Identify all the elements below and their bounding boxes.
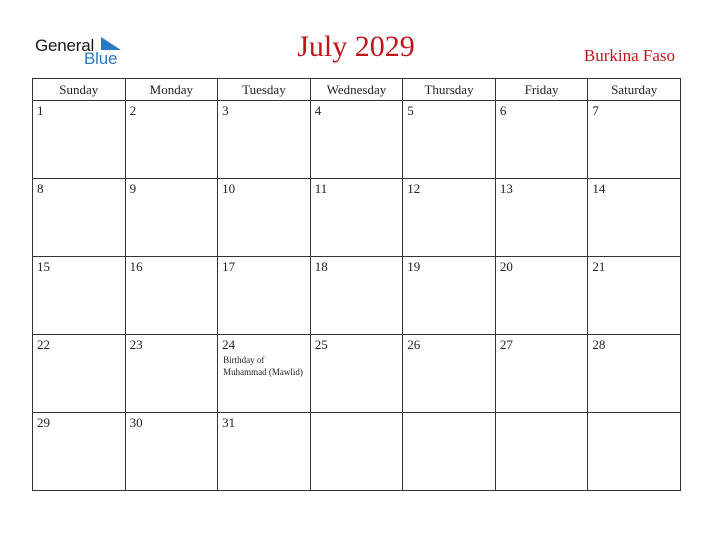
day-number: 26 bbox=[407, 337, 421, 352]
day-cell bbox=[218, 335, 311, 413]
day-cell bbox=[403, 335, 496, 413]
day-number: 25 bbox=[314, 337, 328, 352]
day-cell bbox=[218, 413, 311, 491]
day-number: 13 bbox=[499, 181, 513, 196]
week-row bbox=[33, 335, 681, 413]
day-number: 7 bbox=[592, 103, 599, 118]
day-cell bbox=[33, 257, 126, 335]
page-title: July 2029 bbox=[297, 30, 415, 63]
day-number: 4 bbox=[314, 103, 322, 118]
day-cell bbox=[125, 179, 218, 257]
day-cell bbox=[495, 179, 588, 257]
day-cell bbox=[495, 101, 588, 179]
week-row bbox=[33, 101, 681, 179]
day-cell bbox=[588, 413, 681, 491]
weekday-friday: Friday bbox=[495, 79, 588, 101]
day-number: 22 bbox=[37, 337, 50, 352]
day-cell bbox=[218, 257, 311, 335]
day-cell bbox=[403, 179, 496, 257]
day-number: 27 bbox=[499, 337, 513, 352]
day-number: 23 bbox=[129, 337, 143, 352]
day-number: 15 bbox=[37, 259, 50, 274]
day-number: 1 bbox=[37, 103, 44, 118]
day-cell bbox=[495, 335, 588, 413]
day-number: 31 bbox=[222, 415, 236, 430]
weekday-wednesday: Wednesday bbox=[310, 79, 403, 101]
day-number: 2 bbox=[129, 103, 137, 118]
day-number: 16 bbox=[129, 259, 143, 274]
weekday-saturday: Saturday bbox=[588, 79, 681, 101]
weekday-header-row bbox=[33, 79, 681, 101]
day-cell bbox=[125, 257, 218, 335]
day-cell bbox=[125, 101, 218, 179]
day-cell bbox=[588, 179, 681, 257]
calendar-grid bbox=[32, 78, 681, 491]
day-cell bbox=[218, 101, 311, 179]
holiday-event: Birthday of Muhammad (Mawlid) bbox=[223, 355, 303, 377]
week-row bbox=[33, 179, 681, 257]
day-number: 9 bbox=[129, 181, 137, 196]
day-cell bbox=[125, 413, 218, 491]
day-cell bbox=[310, 101, 403, 179]
day-cell bbox=[495, 413, 588, 491]
day-number: 14 bbox=[592, 181, 606, 196]
day-cell bbox=[588, 335, 681, 413]
day-cell bbox=[495, 257, 588, 335]
day-cell bbox=[588, 257, 681, 335]
day-cell bbox=[125, 335, 218, 413]
day-number: 24 bbox=[222, 337, 236, 352]
day-cell bbox=[310, 335, 403, 413]
day-number: 28 bbox=[592, 337, 606, 352]
day-cell bbox=[33, 179, 126, 257]
logo-text-general: General bbox=[35, 36, 95, 55]
weekday-sunday: Sunday bbox=[33, 79, 126, 101]
day-cell bbox=[310, 413, 403, 491]
day-number: 29 bbox=[37, 415, 50, 430]
day-cell bbox=[403, 257, 496, 335]
day-number: 8 bbox=[37, 181, 44, 196]
day-number: 10 bbox=[222, 181, 236, 196]
day-number: 30 bbox=[129, 415, 143, 430]
day-cell bbox=[403, 101, 496, 179]
day-cell bbox=[310, 179, 403, 257]
day-cell bbox=[310, 257, 403, 335]
week-row bbox=[33, 257, 681, 335]
day-number: 20 bbox=[499, 259, 513, 274]
weekday-monday: Monday bbox=[125, 79, 218, 101]
day-cell bbox=[33, 101, 126, 179]
day-cell bbox=[33, 335, 126, 413]
weekday-thursday: Thursday bbox=[403, 79, 496, 101]
day-cell bbox=[588, 101, 681, 179]
day-cell bbox=[33, 413, 126, 491]
week-row bbox=[33, 413, 681, 491]
country-label: Burkina Faso bbox=[583, 46, 675, 65]
day-number: 3 bbox=[222, 103, 229, 118]
day-number: 6 bbox=[499, 103, 507, 118]
weekday-tuesday: Tuesday bbox=[218, 79, 311, 101]
logo-text-blue: Blue bbox=[84, 49, 118, 68]
day-cell bbox=[403, 413, 496, 491]
day-number: 21 bbox=[592, 259, 606, 274]
day-number: 12 bbox=[407, 181, 421, 196]
day-number: 18 bbox=[314, 259, 328, 274]
day-cell bbox=[218, 179, 311, 257]
day-number: 11 bbox=[314, 181, 328, 196]
day-number: 5 bbox=[407, 103, 414, 118]
day-number: 17 bbox=[222, 259, 236, 274]
day-number: 19 bbox=[407, 259, 421, 274]
